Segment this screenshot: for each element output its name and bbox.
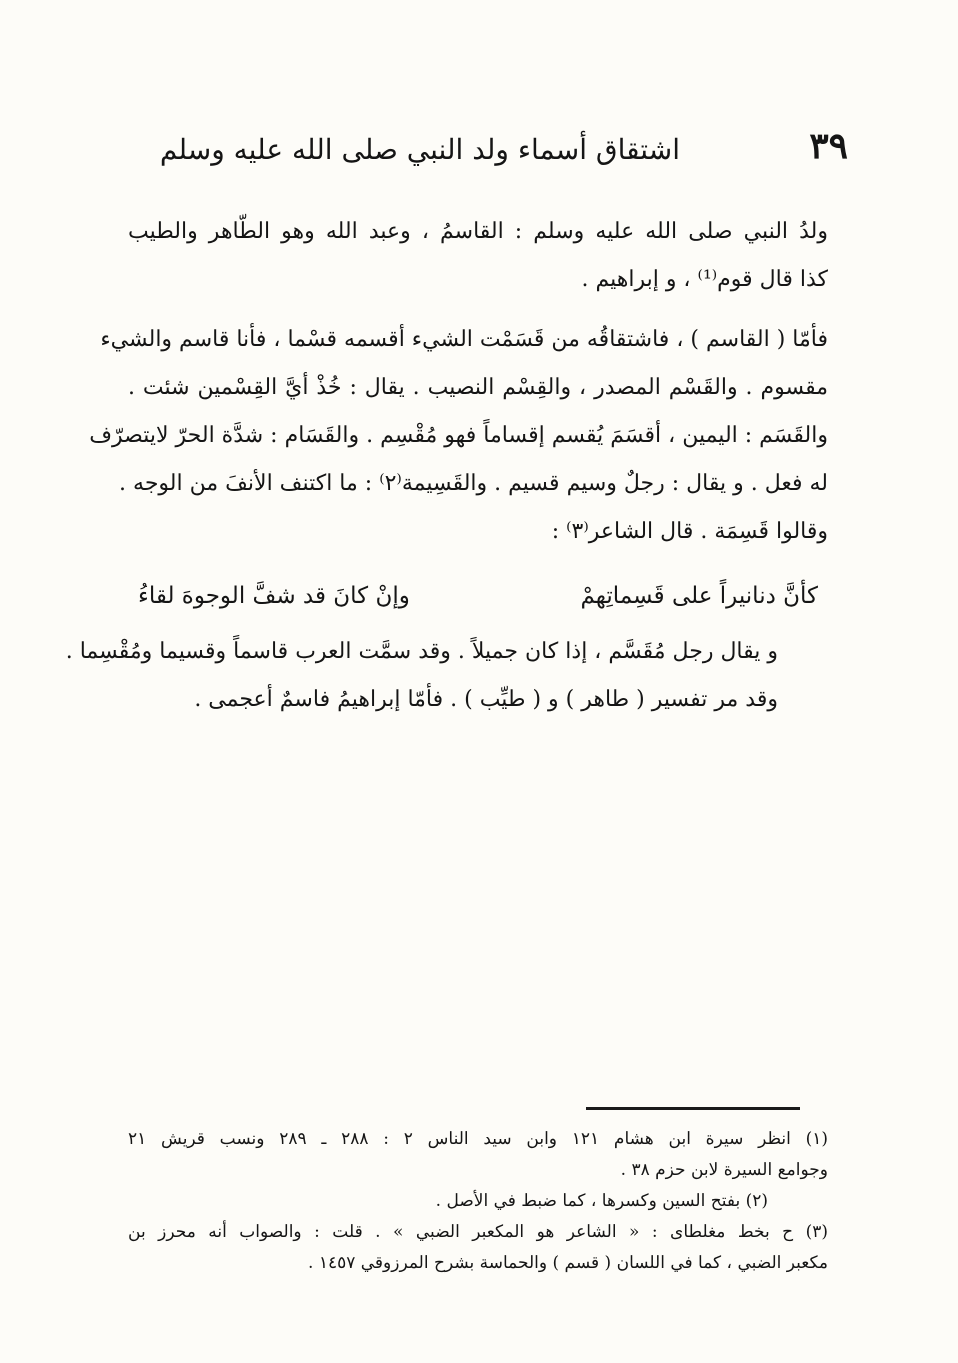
paragraph-gap — [128, 304, 828, 316]
footnote-line: مكعبر الضبي ، كما في اللسان ( قسم ) والحماسة بشرح المرزوقي ١٤٥٧ . — [308, 1253, 828, 1273]
text-line: و يقال رجل مُقَسَّم ، إذا كان جميلاً . وقد سمَّت العرب قاسماً وقسيما ومُقْسِما . — [65, 639, 778, 664]
text-line: ولدُ النبي صلى الله عليه وسلم : القاسمُ ، وعبد الله وهو الطّاهر والطيب — [128, 219, 828, 244]
text-line: مقسوم . والقَسْم المصدر ، والقِسْم النصيب . يقال : خُذْ أيَّ القِسْمين شئت . — [128, 375, 828, 400]
verse-first-hemistich: كأنَّ دنانيراً على قَسِماتِهمْ — [580, 583, 818, 609]
text-line: والقَسَم : اليمين ، أقسَمَ يُقسم إقساماً فهو مُقْسِم . والقَسَام : شدَّة الحرّ لايتصرّف — [89, 423, 828, 448]
text-line: وقالوا قَسِمَة . قال الشاعر⁽٣⁾ : — [551, 519, 828, 544]
footnote-line: وجوامع السيرة لابن حزم ٣٨ . — [620, 1160, 828, 1180]
footnotes — [128, 1124, 828, 1279]
verse-second-hemistich: وإنْ كانَ قد شفَّ الوجوهَ لقاءُ — [138, 583, 410, 609]
footnote-line: (٢) بفتح السين وكسرها ، كما ضبط في الأصل . — [435, 1191, 768, 1211]
footnote-line: (٣) ح بخط مغلطاى : « الشاعر هو المكعبر الضبي » . قلت : والصواب أنه محرز بن — [128, 1222, 828, 1242]
main-text — [89, 208, 828, 556]
text-line: كذا قال قوم⁽¹⁾ ، و إبراهيم . — [581, 267, 828, 292]
footnote-separator — [586, 1107, 800, 1110]
text-line: فأمّا ( القاسم ) ، فاشتقاقُه من قَسَمْت الشيء أقسمه قسْما ، فأنا قاسم والشيء — [100, 327, 828, 352]
text-line: له فعل . و يقال : رجلٌ وسيم قسيم . والقَسِيمة⁽٢⁾ : ما اكتنف الأنفَ من الوجه . — [119, 471, 828, 496]
continuation-text — [65, 628, 778, 724]
footnote-line: (١) انظر سيرة ابن هشام ١٢١ وابن سيد الناس ٢ : ٢٨٨ ـ ٢٨٩ ونسب قريش ٢١ — [128, 1129, 829, 1149]
running-title: اشتقاق أسماء ولد النبي صلى الله عليه وسلم — [159, 133, 680, 166]
text-line: وقد مر تفسير ( طاهر ) و ( طيِّب ) . فأمّا إبراهيمُ فاسمٌ أعجمى . — [194, 687, 778, 712]
poem-verse — [138, 572, 818, 620]
page-number: ٣٩ — [809, 125, 848, 167]
